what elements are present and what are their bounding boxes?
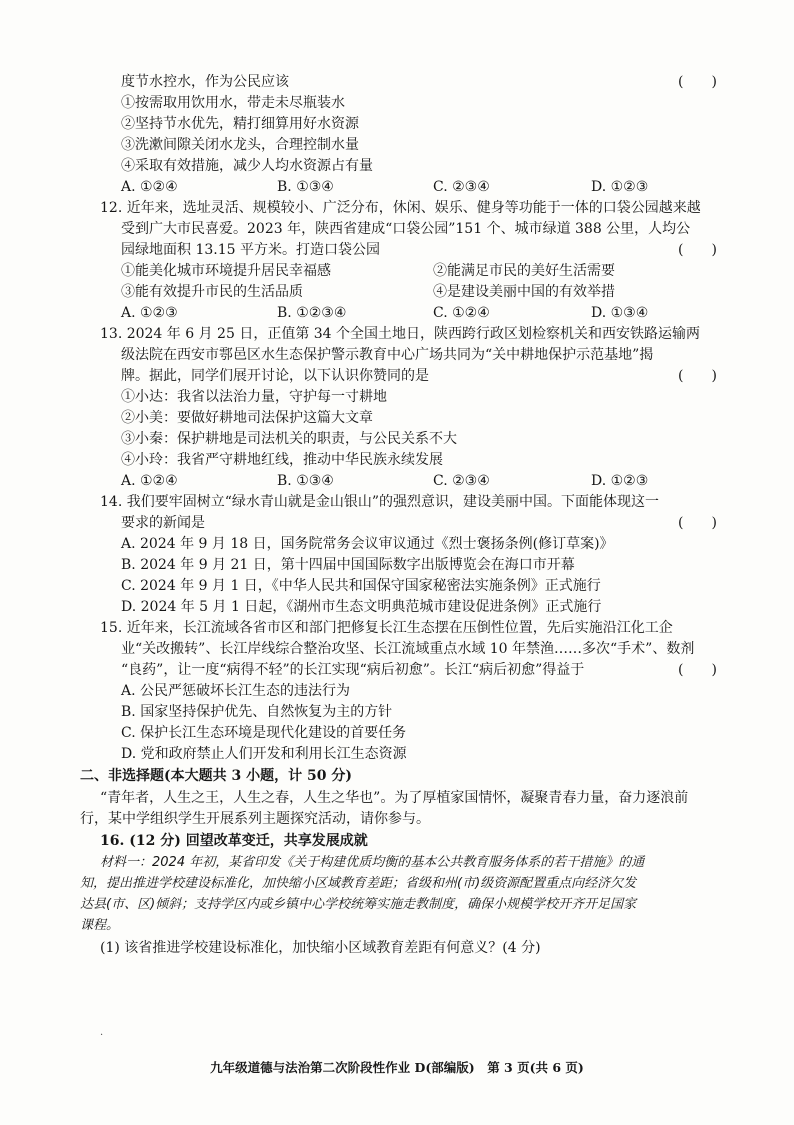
- q11-option-c: C. ②③④: [433, 179, 490, 195]
- q14-option-b: B. 2024 年 9 月 21 日，第十四届中国国际数字出版博览会在海口市开幕: [121, 557, 575, 573]
- q11-option-a: A. ①②④: [121, 179, 178, 195]
- q14-option-d: D. 2024 年 5 月 1 日起，《湖州市生态文明典范城市建设促进条例》正式施行: [121, 599, 602, 615]
- q13-stem-line-3: 牌。据此，同学们展开讨论，以下认识你赞同的是: [121, 368, 429, 384]
- section-2-intro-line-1: “青年者，人生之王，人生之春，人生之华也”。为了厚植家国情怀，凝聚青春力量，奋力逐浪前: [100, 790, 689, 806]
- q15-option-d: D. 党和政府禁止人们开发和利用长江生态资源: [121, 746, 407, 762]
- q12-option-b: B. ①②③④: [277, 305, 347, 321]
- q12-option-a: A. ①②③: [121, 305, 178, 321]
- q15-option-b: B. 国家坚持保护优先、自然恢复为主的方针: [121, 704, 393, 720]
- q16-material-line-1: 材料一：2024 年初，某省印发《关于构建优质均衡的基本公共教育服务体系的若干措施》的通: [100, 855, 645, 870]
- q13-statement-1: ①小达：我省以法治力量，守护每一寸耕地: [121, 389, 387, 405]
- q14-stem-line-2: 要求的新闻是: [121, 515, 205, 531]
- q13-option-b: B. ①③④: [277, 473, 334, 489]
- q11-stem: 度节水控水，作为公民应该: [121, 74, 289, 90]
- q11-statement-1: ①按需取用饮用水，带走未尽瓶装水: [121, 95, 345, 111]
- q11-statement-3: ③洗漱间隙关闭水龙头，合理控制水量: [121, 137, 359, 153]
- q12-stem-line-1: 12. 近年来，选址灵活、规模较小、广泛分布，休闲、娱乐、健身等功能于一体的口袋公园越来越: [100, 200, 701, 216]
- q15-stem-line-3: “良药”，让一度“病得不轻”的长江实现“病后初愈”。长江“病后初愈”得益于: [121, 662, 585, 678]
- q13-stem-line-2: 级法院在西安市鄠邑区水生态保护警示教育中心广场共同为“关中耕地保护示范基地”揭: [121, 347, 654, 363]
- q12-stem-line-2: 受到广大市民喜爱。2023 年，陕西省建成“口袋公园”151 个、城市绿道 388 公里，人均公: [121, 221, 691, 237]
- q15-stem-line-2: 业“关改搬转”、长江岸线综合整治攻坚、长江流域重点水域 10 年禁渔……多次“手术”、数剂: [121, 641, 695, 657]
- q13-option-c: C. ②③④: [433, 473, 490, 489]
- q11-option-b: B. ①③④: [277, 179, 334, 195]
- q11-answer-blank: ( ): [678, 74, 717, 90]
- q16-material-line-4: 课程。: [80, 918, 120, 933]
- q16-material-line-2: 知，提出推进学校建设标准化，加快缩小区域教育差距；省级和州(市)级资源配置重点向经济欠发: [80, 876, 637, 891]
- q14-answer-blank: ( ): [678, 515, 717, 531]
- section-2-title: 二、非选择题(本大题共 3 小题，计 50 分): [80, 768, 352, 784]
- q11-statement-2: ②坚持节水优先，精打细算用好水资源: [121, 116, 359, 132]
- q14-option-a: A. 2024 年 9 月 18 日，国务院常务会议审议通过《烈士褒扬条例(修订草案)》: [121, 536, 614, 552]
- q15-option-c: C. 保护长江生态环境是现代化建设的首要任务: [121, 725, 407, 741]
- q15-option-a: A. 公民严惩破坏长江生态的违法行为: [121, 683, 351, 699]
- q13-stem-line-1: 13. 2024 年 6 月 25 日，正值第 34 个全国土地日，陕西跨行政区划检察机关和西安铁路运输两: [100, 326, 701, 342]
- q13-option-a: A. ①②④: [121, 473, 178, 489]
- q16-title: 16. (12 分) 回望改革变迁，共享发展成就: [100, 833, 368, 849]
- q12-statement-4: ④是建设美丽中国的有效举措: [433, 284, 615, 300]
- section-2-intro-line-2: 行，某中学组织学生开展系列主题探究活动，请你参与。: [80, 811, 430, 827]
- q11-statement-4: ④采取有效措施，减少人均水资源占有量: [121, 158, 373, 174]
- q13-statement-3: ③小秦：保护耕地是司法机关的职责，与公民关系不大: [121, 431, 457, 447]
- q13-option-d: D. ①②③: [591, 473, 649, 489]
- q12-stem-line-3: 园绿地面积 13.15 平方米。打造口袋公园: [121, 242, 380, 258]
- q12-statement-3: ③能有效提升市民的生活品质: [121, 284, 303, 300]
- q12-option-d: D. ①③④: [591, 305, 649, 321]
- stray-mark: ·: [100, 1030, 104, 1041]
- q14-stem-line-1: 14. 我们要牢固树立“绿水青山就是金山银山”的强烈意识，建设美丽中国。下面能体现这一: [100, 494, 660, 510]
- q13-statement-4: ④小玲：我省严守耕地红线，推动中华民族永续发展: [121, 452, 443, 468]
- q12-answer-blank: ( ): [678, 242, 717, 258]
- q13-answer-blank: ( ): [678, 368, 717, 384]
- q11-option-d: D. ①②③: [591, 179, 649, 195]
- q15-answer-blank: ( ): [678, 662, 717, 678]
- q12-statement-1: ①能美化城市环境提升居民幸福感: [121, 263, 331, 279]
- q12-option-c: C. ①②④: [433, 305, 490, 321]
- q12-statement-2: ②能满足市民的美好生活需要: [433, 263, 615, 279]
- q16-subquestion-1: (1) 该省推进学校建设标准化，加快缩小区域教育差距有何意义？(4 分): [100, 940, 541, 956]
- q16-material-line-3: 达县(市、区)倾斜；支持学区内或乡镇中心学校统筹实施走教制度，确保小规模学校开齐开足国家: [80, 897, 637, 912]
- q13-statement-2: ②小美：要做好耕地司法保护这篇大文章: [121, 410, 373, 426]
- q14-option-c: C. 2024 年 9 月 1 日，《中华人民共和国保守国家秘密法实施条例》正式施行: [121, 578, 601, 594]
- page-footer: 九年级道德与法治第二次阶段性作业 D(部编版) 第 3 页(共 6 页): [210, 1060, 584, 1075]
- q15-stem-line-1: 15. 近年来，长江流域各省市区和部门把修复长江生态摆在压倒性位置，先后实施沿江化工企: [100, 620, 673, 636]
